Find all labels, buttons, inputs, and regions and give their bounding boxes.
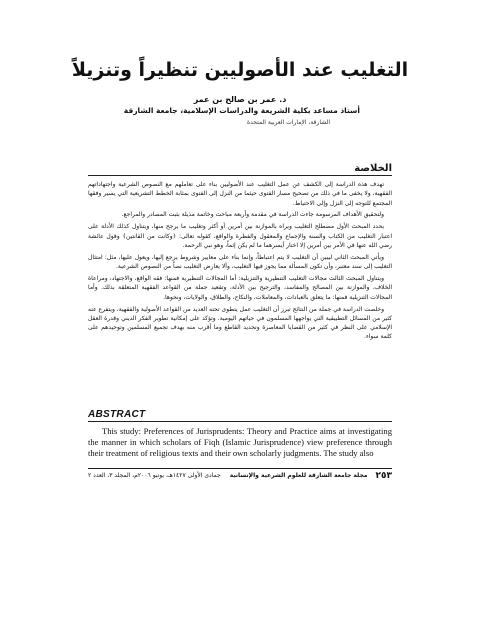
author-affiliation: أستاذ مساعد بكلية الشريعة والدراسات الإسلامية، جامعة الشارقة [123,106,360,115]
arabic-heading-divider [88,175,392,176]
arabic-paragraph: تهدف هذه الدراسة إلى الكشف عن عمل التغليب عند الأصوليين بناء على تعاملهم مع النصوص الشرعية واجتهاداتهم الفقهية، ولا يخفى ما في ذلك من تصحيح مسار الفتوى حيثما من النزل إلى الفتوى بمثابة الخطط التشريعية التي يسير وفقها المجتمع للتوجه إلى النزل وإلى الاحتياط. [88,181,392,207]
author-name: د. عمر بن صالح بن عمر [193,95,287,104]
english-abstract-body: This study: Preferences of Jurisprudents: Theory and Practice aims at investigating the manner in which scholars of Fiqh (Islamic Jurisprudence) view preference through their treatment of religious texts and their own scholarly judgments. The study also [88,426,392,458]
journal-name: مجلة جامعة الشارقة للعلوم الشرعية والإنسانية [229,472,368,479]
arabic-paragraph: وخلصت الدراسة في جملة من النتائج تبرز أن التغليب عمل يتطوى تحته العديد من القواعد الأصولية والفقهية، ويتفرع عنه كثير من المسائل التطبيقية التي يواجهها المسلمون في حياتهم اليومية. وتؤكد على إمكانية تطوير الفكر الديني وقدرة العقل الإسلامي على النظر في كثير من القضايا المعاصرة وتحديد القاطع وما أقرب منه بهدف تجميع المسلمين وتوحيدهم على كلمة سواء. [88,305,392,341]
arabic-abstract-body [88,180,392,344]
paper-title: التغليب عند الأصوليين تنظيراً وتنزيلاً [71,59,409,81]
english-heading-divider [88,421,392,422]
arabic-paragraph: ويأتي المبحث الثاني ليبين أن التغليب لا يتم اعتباطاً، وإنما بناء على معايير وشروط يرجع إليها، ويعول عليها، مثل: امتثال التغليب إلى سند معتبر، وأن تكون المسألة مما يجوز فيها التغليب، وألا يعارض التغليب نصاً من النصوص الشرعية. [88,253,392,271]
arabic-paragraph: ولتحقيق الأهداف المرسومة جاءت الدراسة في مقدمة وأربعة مباحث وخاتمة مذيلة بثبت المصادر والمراجع. [121,211,384,219]
footer-divider [88,468,392,469]
page-footer [88,470,392,482]
author-location: الشارقة، الإمارات العربية المتحدة [247,119,330,126]
issue-info: جمادى الأولى ١٤٢٧هـ، يونيو ٢٠٠٦م، المجلد ٣، العدد ٢ [88,472,221,479]
arabic-paragraph: يحدد المبحث الأول مصطلح التغليب ويراه بالموازنة بين أمرين أو أكثر وتغليب ما يرجح منها، ويتناول كذلك الأدلة على اعتبار التغليب من الكتاب والسنة والإجماع والمعقول والفطرة والواقع، كقوله تعالى: ﴿وكانت من القانتين﴾ وقول عائشة رضي الله عنها في الأمر بين أمرين إلا اختار أيسرهما ما لم يكن إثماً، وهو نبي الرحمة. [88,223,392,249]
page-number: ٢٥٣ [375,471,392,481]
english-abstract-heading: ABSTRACT [88,409,146,420]
arabic-paragraph: ويتناول المبحث الثالث مجالات التغليب التنظيرية والتنزيلية: أما المجالات التنظيرية فمنها: فقه الواقع، والاجتهاد، ومراعاة الخلاف، والموازنة بين المصالح والمفاسد، والترجيح بين الأدلة، وتقعيد جملة من القواعد الفقهية المتعلقة بذلك. وأما المجالات التنزيلية فمنها: ما يتعلق بالعبادات، والمعاملات، والنكاح، والطلاق، والولايات، ونحوها. [88,275,392,301]
arabic-abstract-heading: الخلاصة [354,163,392,174]
